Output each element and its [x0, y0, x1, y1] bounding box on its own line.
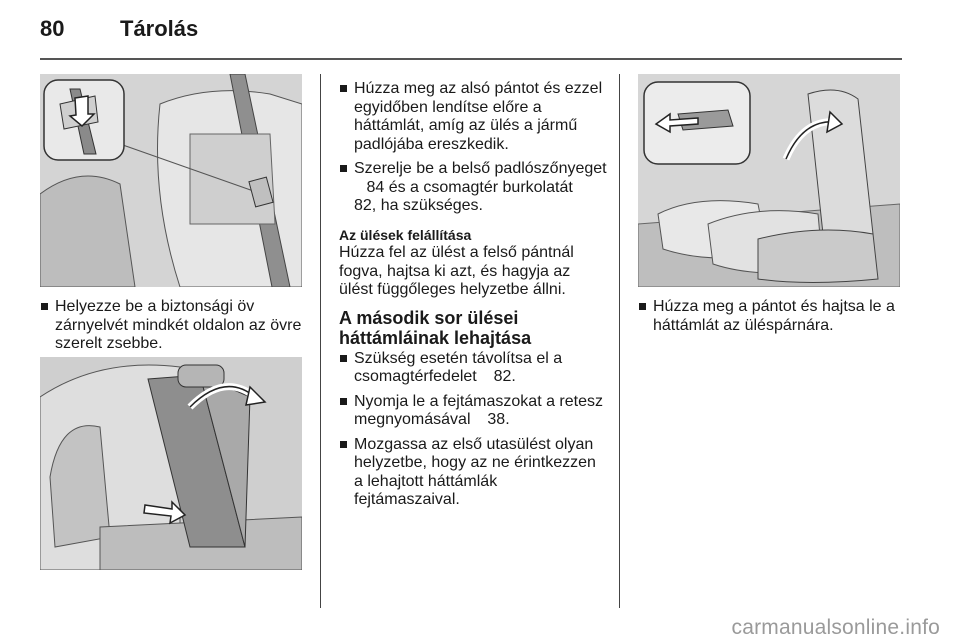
- col3-text: [638, 298, 903, 341]
- list-item: Húzza meg az alsó pántot és ezzel egyidőben lendítse előre a háttámlát, amíg az ülés a jármű padlójába ereszkedik.: [339, 80, 607, 154]
- watermark: carmanualsonline.info: [731, 616, 940, 639]
- column-divider-1: [320, 74, 321, 608]
- page-header: [0, 0, 960, 60]
- col2-text: [339, 80, 607, 516]
- paragraph: Húzza fel az ülést a felső pántnál fogva, hajtsa ki azt, és hagyja az ülést függőleges helyzetbe állni.: [339, 244, 574, 298]
- list-item: Húzza meg a pántot és hajtsa le a háttámlát az üléspárnára.: [638, 298, 903, 335]
- list-item: Mozgassa az első utasülést olyan helyzetbe, hogy az ne érintkezzen a lehajtott háttámlák fejtámaszaival.: [339, 436, 607, 510]
- figure-second-row: [638, 74, 900, 287]
- column-divider-2: [619, 74, 620, 608]
- col1-text-top: [40, 298, 305, 360]
- subheading: Az ülések felállítása: [339, 226, 472, 243]
- page-number: 80: [40, 16, 65, 41]
- list-item: Szerelje be a belső padlószőnyeget 84 és a csomagtér burkolatát 82, ha szükséges.: [339, 160, 607, 216]
- list-item: Szükség esetén távolítsa el a csomagtérfedelet 82.: [339, 350, 607, 387]
- figure-seatbelt: [40, 74, 302, 287]
- figure-fold-seat: [40, 357, 302, 570]
- list-item: Nyomja le a fejtámaszokat a retesz megnyomásával 38.: [339, 393, 607, 430]
- page-title: Tárolás: [120, 16, 199, 41]
- header-rule: [40, 58, 902, 60]
- list-item: Helyezze be a biztonsági öv zárnyelvét mindkét oldalon az övre szerelt zsebbe.: [40, 298, 305, 354]
- section-heading: A második sor ülései háttámláinak lehajtása: [339, 307, 532, 348]
